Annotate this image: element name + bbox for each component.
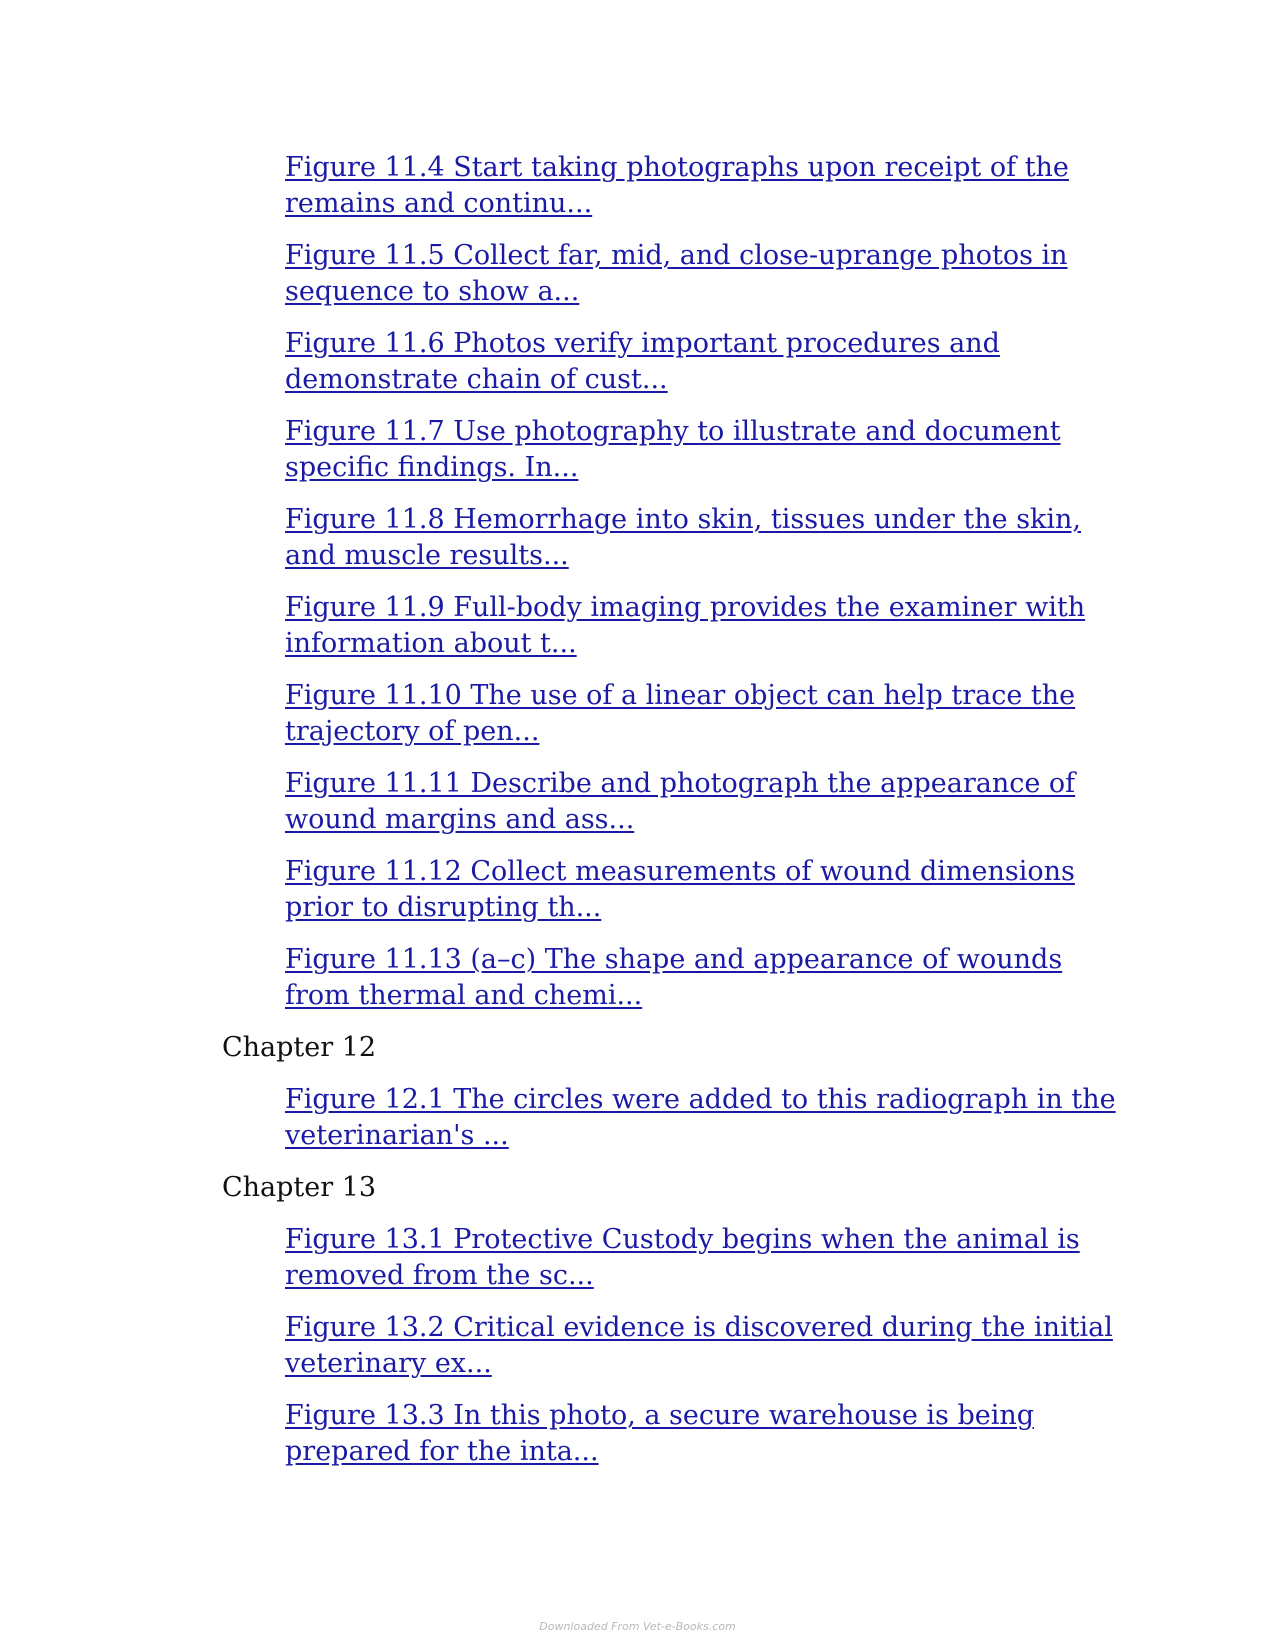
- toc-link-figure-13-2[interactable]: Figure 13.2 Critical evidence is discovered during the initial veterinary ex...: [285, 1312, 1113, 1379]
- toc-link-figure-13-1[interactable]: Figure 13.1 Protective Custody begins when the animal is removed from the sc...: [285, 1224, 1080, 1291]
- table-of-contents: [0, 150, 1275, 1486]
- toc-link-figure-11-10[interactable]: Figure 11.10 The use of a linear object can help trace the trajectory of pen...: [285, 680, 1076, 747]
- chapter-12-heading: Chapter 12: [222, 1032, 377, 1063]
- toc-link-figure-11-12[interactable]: Figure 11.12 Collect measurements of wound dimensions prior to disrupting th...: [285, 856, 1075, 923]
- toc-link-figure-11-13[interactable]: Figure 11.13 (a–c) The shape and appearance of wounds from thermal and chemi...: [285, 944, 1063, 1011]
- chapter-13-heading: Chapter 13: [222, 1172, 377, 1203]
- toc-link-figure-11-9[interactable]: Figure 11.9 Full-body imaging provides the examiner with information about t...: [285, 592, 1086, 659]
- toc-link-figure-11-7[interactable]: Figure 11.7 Use photography to illustrate and document specific findings. In...: [285, 416, 1061, 483]
- toc-link-figure-11-5[interactable]: Figure 11.5 Collect far, mid, and close-uprange photos in sequence to show a...: [285, 240, 1068, 307]
- toc-link-figure-13-3[interactable]: Figure 13.3 In this photo, a secure warehouse is being prepared for the inta...: [285, 1400, 1035, 1467]
- download-watermark: Downloaded From Vet-e-Books.com: [539, 1620, 736, 1633]
- toc-link-figure-11-8[interactable]: Figure 11.8 Hemorrhage into skin, tissues under the skin, and muscle results...: [285, 504, 1082, 571]
- toc-link-figure-11-4[interactable]: Figure 11.4 Start taking photographs upon receipt of the remains and continu...: [285, 152, 1069, 219]
- toc-link-figure-12-1[interactable]: Figure 12.1 The circles were added to this radiograph in the veterinarian's ...: [285, 1084, 1116, 1151]
- toc-link-figure-11-6[interactable]: Figure 11.6 Photos verify important procedures and demonstrate chain of cust...: [285, 328, 1000, 395]
- toc-link-figure-11-11[interactable]: Figure 11.11 Describe and photograph the appearance of wound margins and ass...: [285, 768, 1076, 835]
